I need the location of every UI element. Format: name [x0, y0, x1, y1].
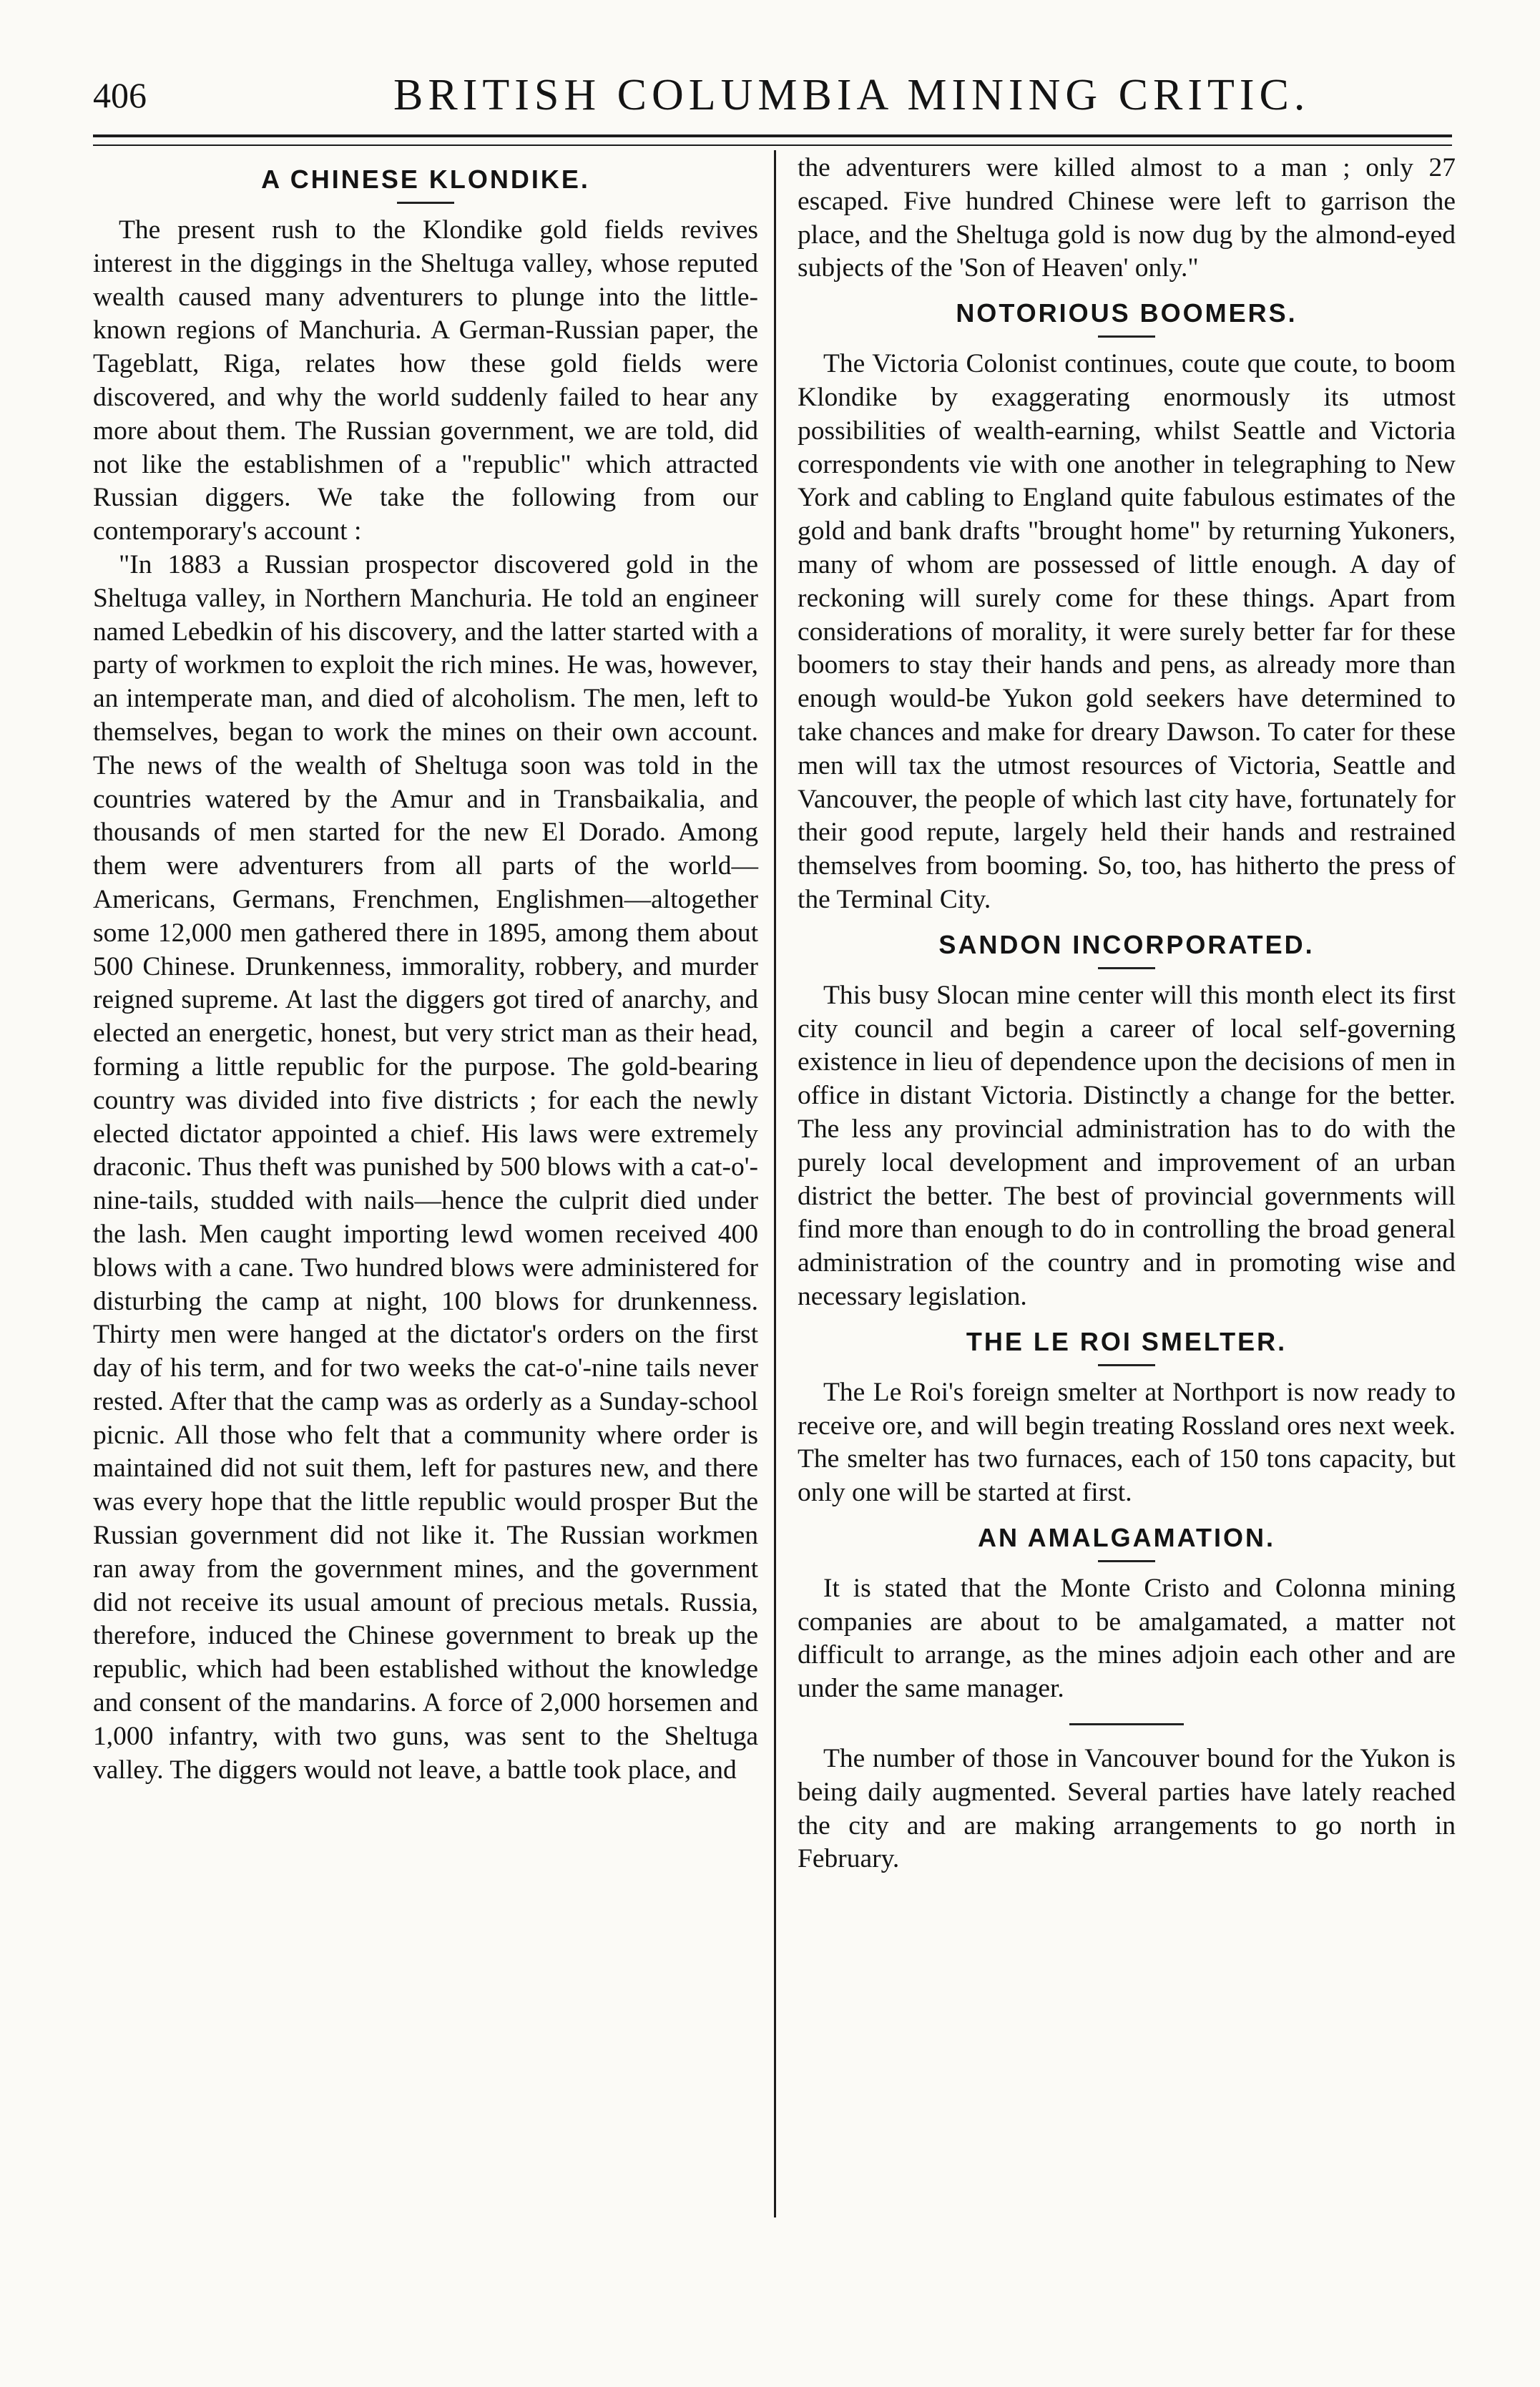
article-heading-sandon-incorporated: SANDON INCORPORATED. [938, 929, 1315, 959]
section-separator [1069, 1723, 1184, 1725]
heading-rule [1098, 1364, 1155, 1366]
continued-paragraph: the adventurers were killed almost to a man ; only 27 escaped. Five hundred Chinese were left to garrison the place, and the Sheltuga gold is now dug by the almond-eyed subjects of the 'Son of Heaven' only." [798, 153, 1456, 283]
page-number: 406 [93, 75, 147, 115]
article-heading-le-roi-smelter: THE LE ROI SMELTER. [966, 1326, 1288, 1356]
closing-paragraph: The number of those in Vancouver bound for the Yukon is being daily augmented. Several parties have lately reached the city and are making arrangements to go north in February. [798, 1744, 1456, 1874]
left-column [93, 152, 758, 1787]
article-heading-notorious-boomers: NOTORIOUS BOOMERS. [956, 298, 1298, 328]
heading-rule [397, 202, 454, 204]
article-paragraph: The Le Roi's foreign smelter at Northport is now ready to receive ore, and will begin treating Rossland ores next week. The smelter has two furnaces, each of 150 tons capacity, but only one will be started at first. [798, 1377, 1456, 1508]
article-paragraph: The present rush to the Klondike gold fields revives interest in the diggings in the Sheltuga valley, whose reputed wealth caused many adventurers to plunge into the little-known regions of Manchuria. A German-Russian paper, the Tageblatt, Riga, relates how these gold fields were discovered, and why the world suddenly failed to hear any more about them. The Russian government, we are told, did not like the establishmen of a "republic" which attracted Russian diggers. We take the following from our contemporary's account : [93, 215, 758, 546]
article-paragraph: The Victoria Colonist continues, coute que coute, to boom Klondike by exaggerating enormously its utmost possibilities of wealth-earning, whilst Seattle and Victoria correspondents vie with one another in telegraphing to New York and cabling to England quite fabulous estimates of the gold and bank drafts "brought home" by returning Yukoners, many of whom are possessed of little enough. A day of reckoning will surely come for these things. Apart from considerations of morality, it were surely better far for these boomers to stay their hands and pens, as already more than enough would-be Yukon gold seekers have determined to take chances and make for dreary Dawson. To cater for these men will tax the utmost resources of Victoria, Seattle and Vancouver, the people of which last city have, fortunately for their good repute, largely held their hands and restrained themselves from booming. So, too, has hitherto the press of the Terminal City. [798, 349, 1456, 914]
heading-rule [1098, 1560, 1155, 1562]
right-column [798, 152, 1456, 1876]
header-rule [93, 134, 1452, 146]
article-paragraph: This busy Slocan mine center will this month elect its first city council and begin a career of local self-governing existence in lieu of dependence upon the decisions of men in office in distant Victoria. Distinctly a change for the better. The less any provincial administration has to do with the purely local development and improvement of an urban district the better. The best of provincial governments will find more than enough to do in controlling the broad general administration of the country and in promoting wise and necessary legislation. [798, 980, 1456, 1311]
article-heading-chinese-klondike: A CHINESE KLONDIKE. [261, 165, 590, 194]
heading-rule [1098, 335, 1155, 338]
running-title: BRITISH COLUMBIA MINING CRITIC. [393, 71, 1310, 119]
article-heading-amalgamation: AN AMALGAMATION. [978, 1522, 1275, 1552]
heading-rule [1098, 967, 1155, 969]
article-paragraph: It is stated that the Monte Cristo and Colonna mining companies are about to be amalgamated, a matter not difficult to arrange, as the mines adjoin each other and are under the same manager. [798, 1573, 1456, 1704]
column-divider [774, 150, 776, 2217]
page-header [93, 64, 1452, 122]
article-quote-paragraph: "In 1883 a Russian prospector discovered gold in the Sheltuga valley, in Northern Manchuria. He told an engineer named Lebedkin of his discovery, and the latter started with a party of workmen to exploit the rich mines. He was, however, an intemperate man, and died of alcoholism. The men, left to themselves, began to work the mines on their own account. The news of the wealth of Sheltuga soon was told in the countries watered by the Amur and in Transbaikalia, and thousands of men started for the new El Dorado. Among them were adventurers from all parts of the world—Americans, Germans, Frenchmen, Englishmen—altogether some 12,000 men gathered there in 1895, among them about 500 Chinese. Drunkenness, immorality, robbery, and murder reigned supreme. At last the diggers got tired of anarchy, and elected an energetic, honest, but very strict man as their head, forming a little republic for the purpose. The gold-bearing country was divided into five districts ; for each the newly elected dictator appointed a chief. His laws were extremely draconic. Thus theft was punished by 500 blows with a cat-o'-nine-tails, studded with nails—hence the culprit died under the lash. Men caught importing lewd women received 400 blows with a cane. Two hundred blows were administered for disturbing the camp at night, 100 blows for drunkenness. Thirty men were hanged at the dictator's orders on the first day of his term, and for two weeks the cat-o'-nine tails never rested. After that the camp was as orderly as a Sunday-school picnic. All those who felt that a community where order is maintained did not suit them, left for pastures new, and there was every hope that the little republic would prosper But the Russian government did not like it. The Russian workmen ran away from the government mines, and the government did not receive its usual amount of precious metals. Russia, therefore, induced the Chinese government to break up the republic, which had been established without the knowledge and consent of the mandarins. A force of 2,000 horsemen and 1,000 infantry, with two guns, was sent to the Sheltuga valley. The diggers would not leave, a battle took place, and [93, 549, 758, 1785]
